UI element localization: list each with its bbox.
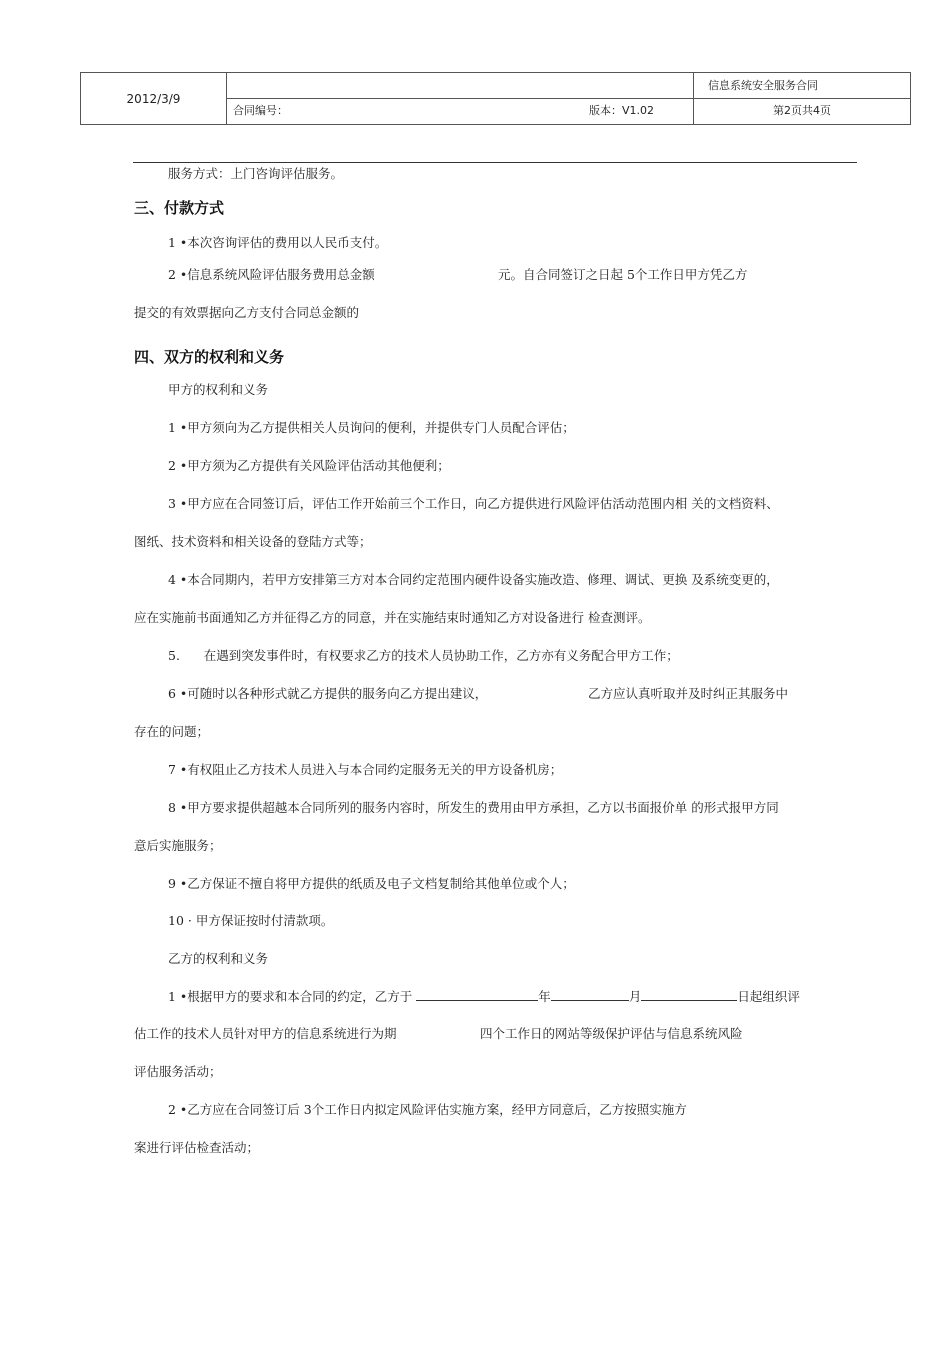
clause-b-1-line2-part1: 估工作的技术人员针对甲方的信息系统进行为期 bbox=[134, 1026, 397, 1041]
header-contract-no: 合同编号： bbox=[233, 104, 288, 117]
header-version: 版本：V1.02 bbox=[589, 104, 655, 117]
clause-a-6-part3: 存在的问题； bbox=[134, 724, 210, 739]
clause-b-1-lead: 1 •根据甲方的要求和本合同的约定，乙方于 bbox=[168, 989, 413, 1004]
clause-3-1: 1 •本次咨询评估的费用以人民币支付。 bbox=[168, 235, 388, 250]
clause-3-2-part3: 提交的有效票据向乙方支付合同总金额的 bbox=[134, 305, 360, 320]
party-a-title: 甲方的权利和义务 bbox=[168, 382, 269, 397]
clause-a-6-part1: 6 •可随时以各种形式就乙方提供的服务向乙方提出建议， bbox=[168, 686, 488, 701]
service-mode-line: 服务方式：上门咨询评估服务。 bbox=[168, 166, 344, 181]
clause-a-3-line1: 3 •甲方应在合同签订后，评估工作开始前三个工作日，向乙方提供进行风险评估活动范围内相 关的文档资料、 bbox=[168, 496, 779, 511]
clause-a-1: 1 •甲方须向为乙方提供相关人员询问的便利，并提供专门人员配合评估； bbox=[168, 420, 575, 435]
clause-b-1-line1 bbox=[168, 987, 800, 1005]
header-doc-title: 信息系统安全服务合同 bbox=[693, 73, 910, 99]
clause-a-4-line2: 应在实施前书面通知乙方并征得乙方的同意，并在实施结束时通知乙方对设备进行 检查测评。 bbox=[134, 610, 651, 625]
clause-a-7: 7 •有权阻止乙方技术人员进入与本合同约定服务无关的甲方设备机房； bbox=[168, 762, 563, 777]
header-rule bbox=[133, 162, 857, 163]
header-date: 2012/3/9 bbox=[81, 73, 227, 124]
clause-a-4-line1: 4 •本合同期内，若甲方安排第三方对本合同约定范围内硬件设备实施改造、修理、调试、更换 及系统变更的， bbox=[168, 572, 779, 587]
clause-3-2-part2: 元。自合同签订之日起 5个工作日甲方凭乙方 bbox=[498, 267, 748, 282]
day-label: 日起组织评 bbox=[737, 989, 800, 1004]
clause-a-2: 2 •甲方须为乙方提供有关风险评估活动其他便利； bbox=[168, 458, 450, 473]
clause-3-2-part1: 2 •信息系统风险评估服务费用总金额 bbox=[168, 267, 375, 282]
clause-b-1-line2-part2: 四个工作日的网站等级保护评估与信息系统风险 bbox=[480, 1026, 743, 1041]
clause-a-6-part2: 乙方应认真听取并及时纠正其服务中 bbox=[588, 686, 789, 701]
clause-a-8-line2: 意后实施服务； bbox=[134, 838, 222, 853]
clause-a-3-line2: 图纸、技术资料和相关设备的登陆方式等； bbox=[134, 534, 372, 549]
year-blank bbox=[416, 988, 538, 1001]
clause-a-9: 9 •乙方保证不擅自将甲方提供的纸质及电子文档复制给其他单位或个人； bbox=[168, 876, 575, 891]
clause-a-10: 10 · 甲方保证按时付清款项。 bbox=[168, 913, 334, 928]
clause-a-8-line1: 8 •甲方要求提供超越本合同所列的服务内容时，所发生的费用由甲方承担，乙方以书面报价单 的形式报甲方同 bbox=[168, 800, 779, 815]
clause-b-1-line3: 评估服务活动； bbox=[134, 1064, 222, 1079]
month-label: 月 bbox=[628, 989, 642, 1004]
clause-a-5: 5. 在遇到突发事件时，有权要求乙方的技术人员协助工作，乙方亦有义务配合甲方工作； bbox=[168, 648, 679, 663]
header-page-info: 第2页共4页 bbox=[693, 99, 910, 124]
section-3-title: 三、付款方式 bbox=[134, 199, 225, 217]
month-blank bbox=[551, 988, 629, 1001]
header-blank-cell bbox=[227, 73, 693, 99]
party-b-title: 乙方的权利和义务 bbox=[168, 951, 269, 966]
header-table bbox=[80, 72, 911, 125]
day-blank bbox=[641, 988, 737, 1001]
clause-b-2-line1: 2 •乙方应在合同签订后 3个工作日内拟定风险评估实施方案，经甲方同意后，乙方按照实施方 bbox=[168, 1102, 687, 1117]
clause-b-2-line2: 案进行评估检查活动； bbox=[134, 1140, 260, 1155]
year-label: 年 bbox=[538, 989, 551, 1004]
section-4-title: 四、双方的权利和义务 bbox=[134, 348, 285, 366]
